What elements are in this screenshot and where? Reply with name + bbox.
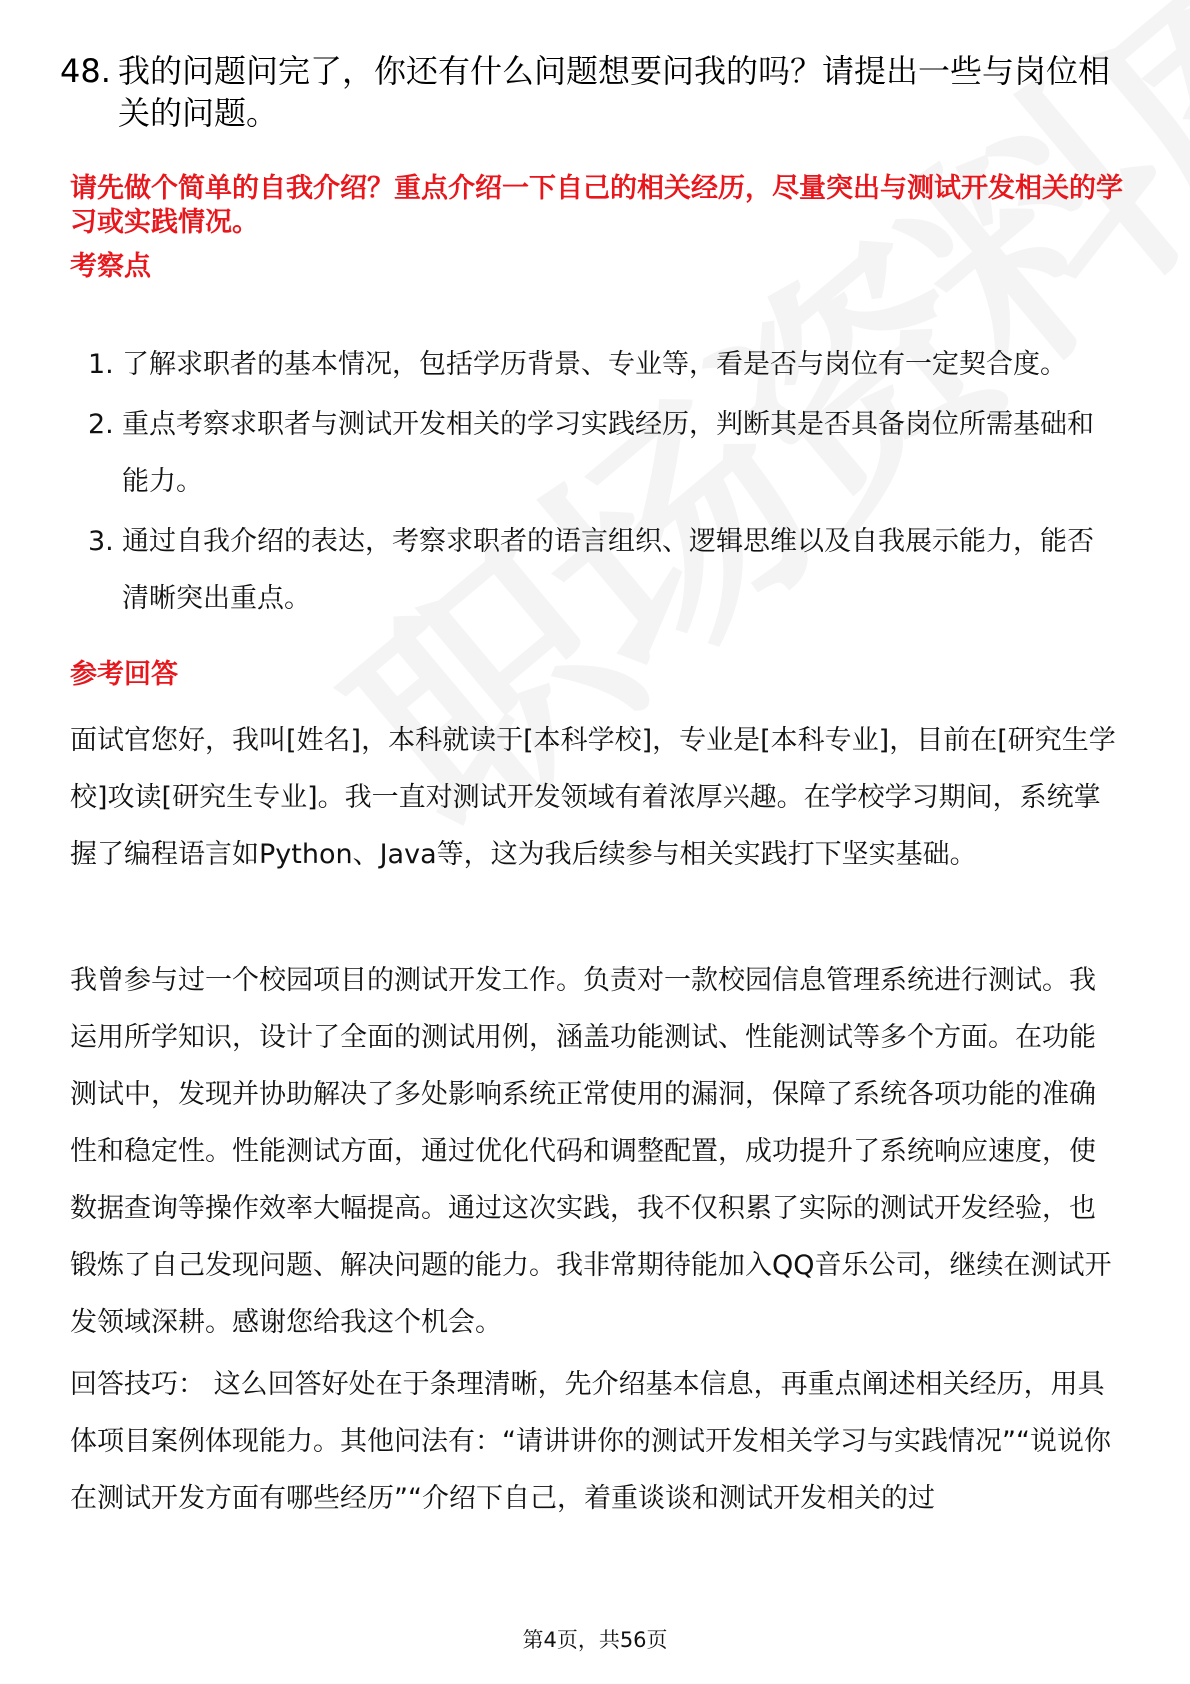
list-item-number: 2. [88,409,114,440]
question-number: 48. [60,52,111,90]
answer-tips: 回答技巧： 这么回答好处在于条理清晰，先介绍基本信息，再重点阐述相关经历，用具体项目案例体现能力。其他问法有：“请讲讲你的测试开发相关学习与实践情况”“说说你在测试开发方面有哪些经历”“介绍下自己，着重谈谈和测试开发相关的过 [70,1369,1111,1514]
list-item-text: 了解求职者的基本情况，包括学历背景、专业等，看是否与岗位有一定契合度。 [122,349,1067,380]
list-item [70,396,1120,510]
question-heading [60,50,1120,134]
list-item-text: 通过自我介绍的表达，考察求职者的语言组织、逻辑思维以及自我展示能力，能否清晰突出重点。 [122,526,1094,614]
list-item [70,513,1120,627]
list-item-number: 1. [88,349,114,380]
list-item-number: 3. [88,526,114,557]
answer-paragraph-2: 我曾参与过一个校园项目的测试开发工作。负责对一款校园信息管理系统进行测试。我运用所学知识，设计了全面的测试用例，涵盖功能测试、性能测试等多个方面。在功能测试中，发现并协助解决了多处影响系统正常使用的漏洞，保障了系统各项功能的准确性和稳定性。性能测试方面，通过优化代码和调整配置，成功提升了系统响应速度，使数据查询等操作效率大幅提高。通过这次实践，我不仅积累了实际的测试开发经验，也锻炼了自己发现问题、解决问题的能力。我非常期待能加入QQ音乐公司，继续在测试开发领域深耕。感谢您给我这个机会。 [70,965,1112,1338]
question-text: 我的问题问完了，你还有什么问题想要问我的吗？请提出一些与岗位相关的问题。 [118,52,1111,132]
sub-question: 请先做个简单的自我介绍？重点介绍一下自己的相关经历，尽量突出与测试开发相关的学习或实践情况。 [70,173,1123,238]
exam-points-title: 考察点 [70,251,151,282]
page-footer: 第4页，共56页 [522,1628,668,1652]
reference-answer-title: 参考回答 [70,659,178,690]
list-item [70,336,1120,393]
exam-points-list [70,336,1120,630]
answer-paragraph-1: 面试官您好，我叫[姓名]，本科就读于[本科学校]，专业是[本科专业]，目前在[研究生学校]攻读[研究生专业]。我一直对测试开发领域有着浓厚兴趣。在学校学习期间，系统掌握了编程语言如Python、Java等，这为我后续参与相关实践打下坚实基础。 [70,725,1116,870]
list-item-text: 重点考察求职者与测试开发相关的学习实践经历，判断其是否具备岗位所需基础和能力。 [122,409,1094,497]
